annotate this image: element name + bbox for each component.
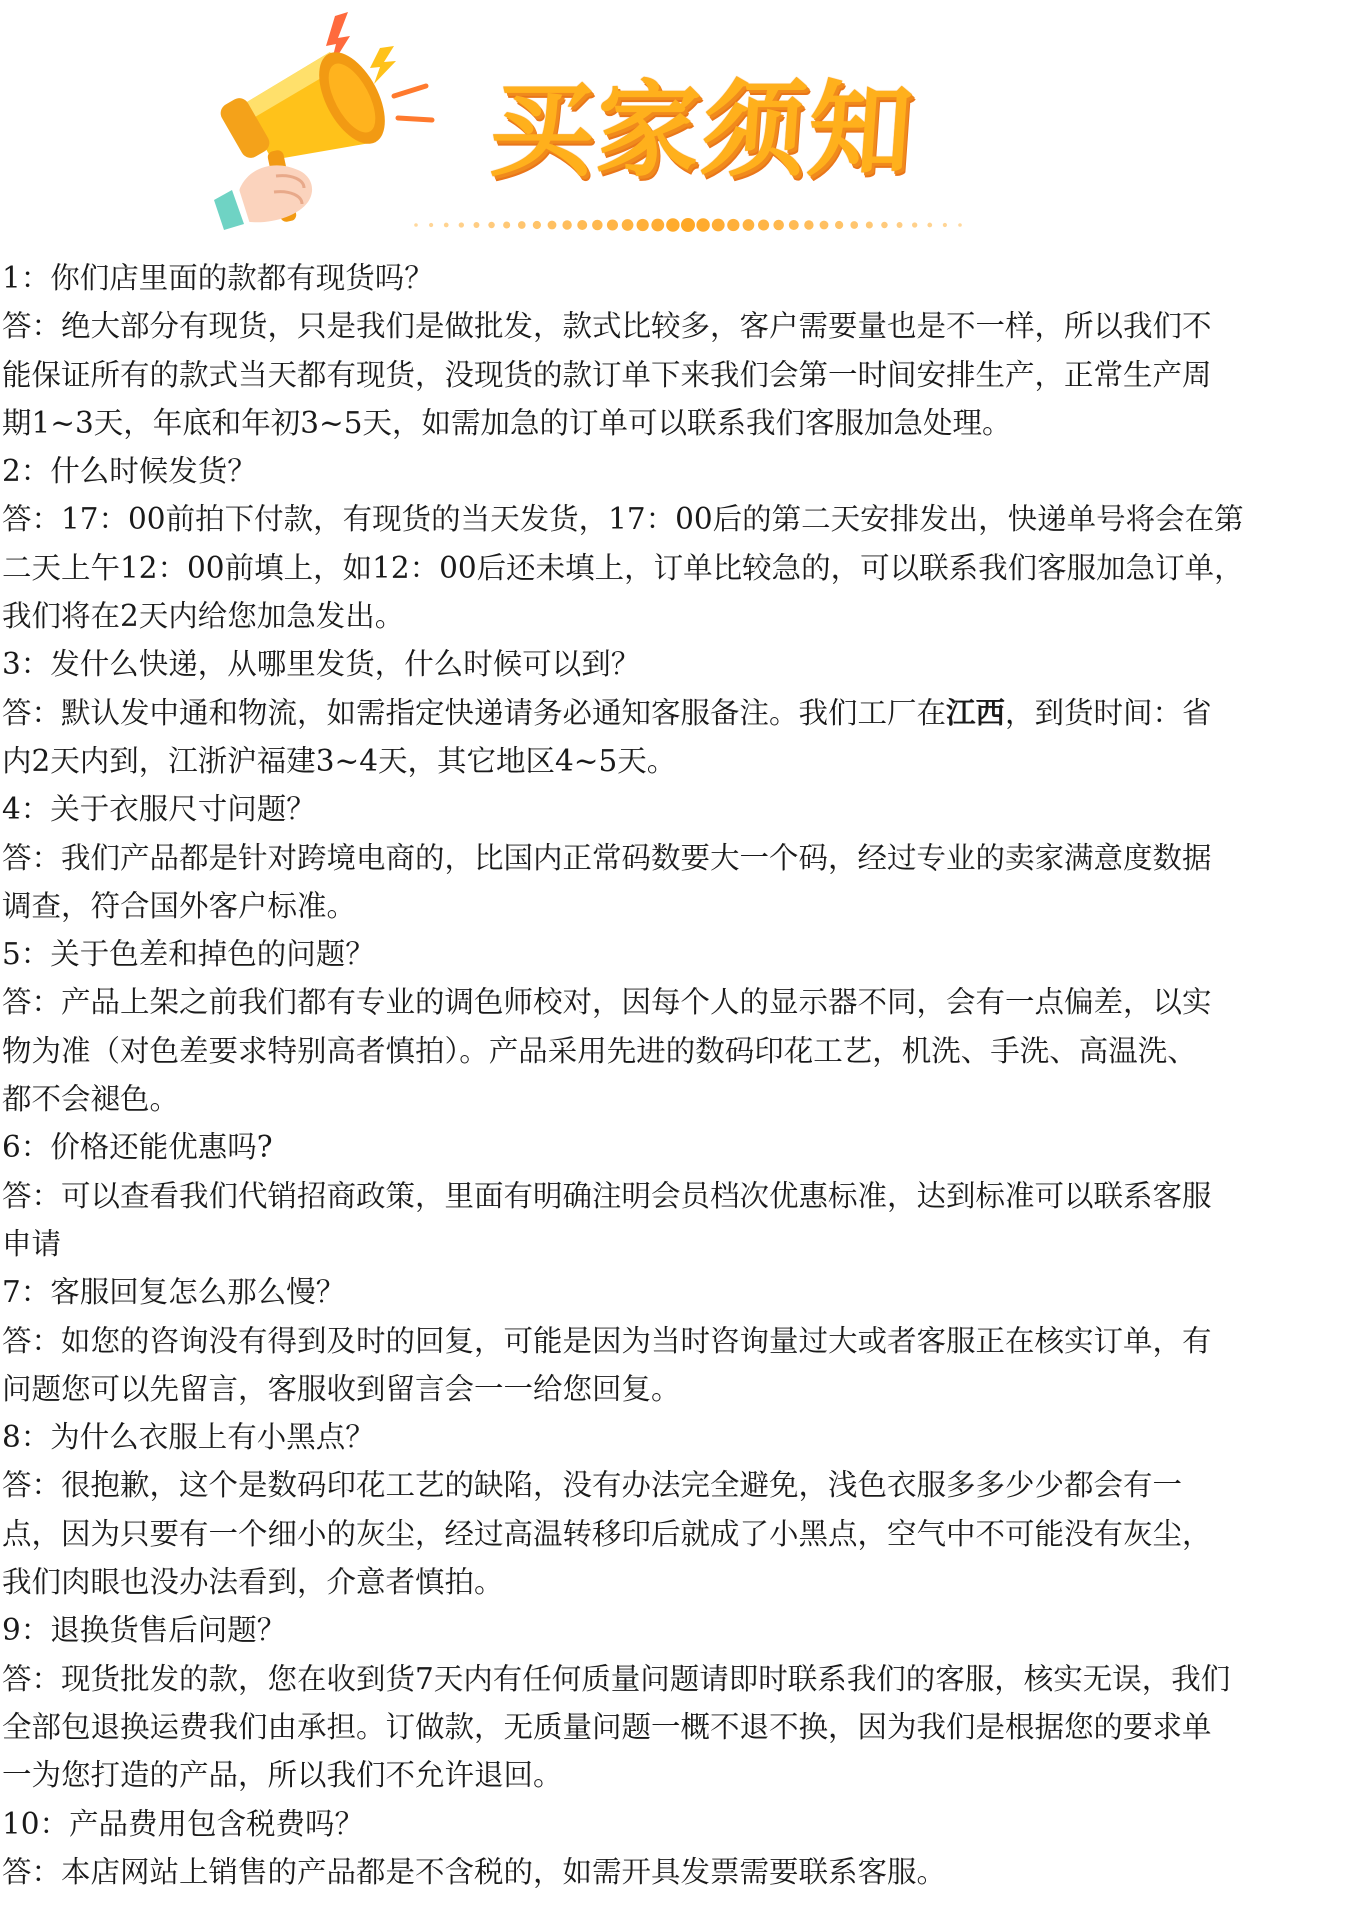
faq-answer-line: 答：很抱歉，这个是数码印花工艺的缺陷，没有办法完全避免，浅色衣服多多少少都会有一	[2, 1468, 1183, 1503]
faq-question: 3：发什么快递，从哪里发货，什么时候可以到？	[2, 647, 641, 682]
faq-answer-line: 答：绝大部分有现货，只是我们是做批发，款式比较多，客户需要量也是不一样，所以我们不	[2, 309, 1212, 344]
faq-list	[2, 254, 1354, 1896]
divider-dot	[850, 221, 858, 229]
divider-dot	[696, 218, 709, 231]
divider-dot	[548, 221, 557, 230]
faq-question: 4：关于衣服尺寸问题？	[2, 792, 316, 827]
faq-question: 1：你们店里面的款都有现货吗？	[2, 261, 434, 295]
faq-question: 6：价格还能优惠吗?	[2, 1130, 273, 1165]
faq-answer-line: 问题您可以先留言，客服收到留言会一一给您回复。	[2, 1371, 681, 1406]
divider-dot	[866, 221, 873, 228]
divider-dot	[666, 218, 679, 231]
divider-dot	[789, 220, 799, 230]
divider-dot	[503, 221, 510, 228]
faq-answer-line: 物为准（对色差要求特别高者慎拍）。产品采用先进的数码印花工艺，机洗、手洗、高温洗、	[2, 1033, 1197, 1068]
faq-answer-line: 我们将在2天内给您加急发出。	[2, 599, 405, 634]
divider-dot	[488, 222, 494, 228]
divider-dot	[577, 220, 587, 230]
faq-answer-line: 答：可以查看我们代销招商政策，里面有明确注明会员档次优惠标准，达到标准可以联系客服	[2, 1178, 1212, 1213]
divider-dot	[712, 219, 725, 232]
faq-question: 7：客服回复怎么那么慢？	[2, 1275, 346, 1310]
faq-answer-text: 答：默认发中通和物流，如需指定快递请务必通知客服备注。我们工厂在	[2, 695, 947, 730]
faq-answer-line: 答：如您的咨询没有得到及时的回复，可能是因为当时咨询量过大或者客服正在核实订单，有	[2, 1323, 1212, 1358]
divider-dot	[459, 222, 464, 227]
divider-dot	[637, 219, 649, 231]
faq-answer-line: 能保证所有的款式当天都有现货，没现货的款订单下来我们会第一时间安排生产，正常生产周	[2, 357, 1212, 392]
faq-answer-line: 一为您打造的产品，所以我们不允许退回。	[2, 1758, 563, 1793]
divider-dot	[592, 220, 603, 231]
faq-answer-line: 全部包退换运费我们由承担。订做款，无质量问题一概不退不换，因为我们是根据您的要求单	[2, 1709, 1212, 1744]
divider-dot	[820, 221, 829, 230]
faq-question: 9：退换货售后问题？	[2, 1613, 287, 1648]
megaphone-icon	[180, 10, 440, 235]
faq-answer-line: 都不会褪色。	[2, 1082, 180, 1117]
divider-dot	[414, 223, 418, 227]
faq-answer-line: 内2天内到，江浙沪福建3~4天，其它地区4~5天。	[2, 743, 677, 778]
faq-answer-line: 答：我们产品都是针对跨境电商的，比国内正常码数要大一个码，经过专业的卖家满意度数据	[2, 840, 1212, 875]
header	[0, 0, 1357, 235]
faq-answer-line: 答：17：00前拍下付款，有现货的当天发货，17：00后的第二天安排发出，快递单号将会在第	[2, 502, 1244, 537]
faq-answer-line: 我们肉眼也没办法看到，介意者慎拍。	[2, 1565, 504, 1600]
divider-dot	[533, 221, 541, 229]
divider-dot	[758, 219, 769, 230]
divider-dot	[897, 222, 903, 228]
divider-dot	[429, 223, 433, 227]
faq-question: 2：什么时候发货？	[2, 454, 257, 489]
faq-answer-line: 答：现货批发的款，您在收到货7天内有任何质量问题请即时联系我们的客服，核实无误，我们	[2, 1661, 1231, 1696]
divider-dot	[743, 219, 755, 231]
divider-dot	[881, 222, 887, 228]
divider-dot	[943, 223, 947, 227]
faq-answer-line: 答：本店网站上销售的产品都是不含税的，如需开具发票需要联系客服。	[2, 1854, 947, 1889]
divider-dot	[773, 220, 784, 231]
divider-dot	[958, 223, 962, 227]
divider-dot	[607, 219, 618, 230]
divider-dot	[622, 219, 634, 231]
divider-dot	[727, 219, 739, 231]
dotted-divider	[408, 216, 968, 234]
divider-dot	[473, 222, 479, 228]
faq-question: 5：关于色差和掉色的问题？	[2, 937, 375, 972]
divider-dot	[835, 221, 843, 229]
divider-dot	[912, 222, 917, 227]
divider-dot	[562, 220, 571, 229]
faq-answer-line: 点，因为只要有一个细小的灰尘，经过高温转移印后就成了小黑点，空气中不可能没有灰尘，	[2, 1516, 1212, 1551]
page-title: 买家须知	[485, 69, 919, 191]
faq-question: 8：为什么衣服上有小黑点？	[2, 1420, 375, 1455]
divider-dot	[518, 221, 526, 229]
faq-answer-line	[2, 689, 1354, 737]
faq-answer-line: 调查，符合国外客户标准。	[2, 888, 357, 923]
faq-answer-line: 申请	[2, 1226, 62, 1261]
divider-dot	[651, 219, 664, 232]
divider-dot	[804, 220, 813, 229]
faq-answer-line: 二天上午12：00前填上，如12：00后还未填上，订单比较急的，可以联系我们客服加急订单，	[2, 550, 1244, 585]
divider-dot	[681, 218, 695, 232]
faq-answer-line: 期1~3天，年底和年初3~5天，如需加急的订单可以联系我们客服加急处理。	[2, 405, 1012, 440]
divider-dot	[927, 223, 932, 228]
faq-answer-text: ，到货时间：省	[1005, 695, 1212, 730]
factory-location: 江西	[946, 695, 1006, 730]
faq-answer-line: 答：产品上架之前我们都有专业的调色师校对，因每个人的显示器不同，会有一点偏差，以实	[2, 985, 1212, 1020]
divider-dot	[444, 223, 449, 228]
faq-question: 10：产品费用包含税费吗？	[2, 1806, 365, 1841]
